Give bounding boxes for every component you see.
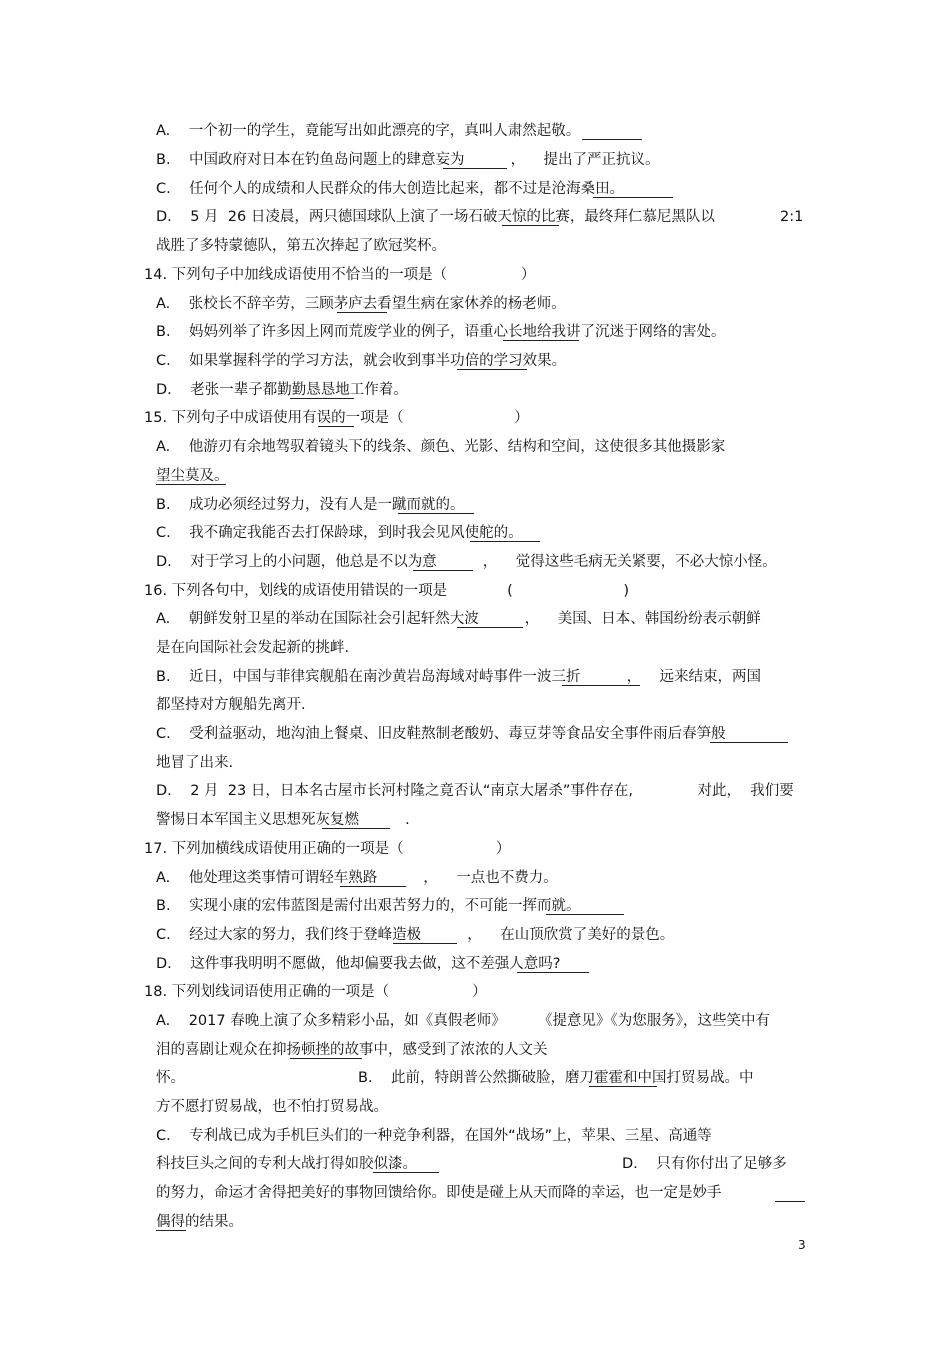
question-16: 16. 下列各句中，划线的成语使用错误的一项是 ( ) [144, 583, 630, 599]
underline [517, 954, 589, 973]
line-16c-cont: 地冒了出来. [156, 755, 234, 771]
line-16b: B. 近日，中国与菲律宾舰船在南沙黄岩岛海域对峙事件一波三折 ， 远来结束，两国 [156, 669, 762, 685]
line-18d: D. 只有你付出了足够多 [622, 1156, 787, 1172]
underline [457, 609, 523, 628]
underline [322, 810, 390, 829]
line-18c: C. 专利战已成为手机巨头们的一种竞争利器，在国外“战场”上，苹果、三星、高通等 [156, 1128, 712, 1144]
line-13a: A. 一个初一的学生，竟能写出如此漂亮的字，真叫人肃然起敬。 [156, 123, 581, 139]
line-14c: C. 如果掌握科学的学习方法，就会收到事半功倍的学习效果。 [156, 353, 567, 369]
line-13b: B. 中国政府对日本在钓鱼岛问题上的肆意妄为 ， 提出了严正抗议。 [156, 152, 660, 168]
line-17c: C. 经过大家的努力，我们终于登峰造极 ， 在山顶欣赏了美好的景色。 [156, 927, 675, 943]
line-13d-cont: 战胜了多特蒙德队，第五次捧起了欧冠奖杯。 [156, 238, 446, 254]
line-14a: A. 张校长不辞辛劳，三顾茅庐去看望生病在家休养的杨老师。 [156, 296, 566, 312]
question-18: 18. 下列划线词语使用正确的一项是（ ） [144, 984, 487, 1000]
line-15a-cont: 望尘莫及。 [156, 468, 229, 484]
line-16b-cont: 都坚持对方舰船先离开. [156, 697, 306, 713]
underline [546, 896, 624, 915]
underline [340, 868, 406, 887]
line-14b: B. 妈妈列举了许多因上网而荒废学业的例子，语重心长地给我讲了沉迷于网络的害处。 [156, 324, 726, 340]
underline [457, 351, 527, 370]
line-16c: C. 受利益驱动，地沟油上餐桌、旧皮鞋熬制老酸奶、毒豆芽等食品安全事件雨后春笋般 [156, 726, 726, 742]
underline [290, 1040, 362, 1059]
line-18d-end: 偶得的结果。 [156, 1214, 243, 1230]
line-18d-cont: 的努力，命运才舍得把美好的事物回馈给你。即使是碰上从天而降的幸运，也一定是妙手 [156, 1185, 722, 1201]
line-16a-cont: 是在向国际社会发起新的挑衅. [156, 640, 350, 656]
underline [290, 380, 354, 399]
underline [373, 1154, 439, 1173]
underline [393, 925, 457, 944]
score-text: 2:1 [780, 209, 804, 225]
line-15b: B. 成功必须经过努力，没有人是一蹴而就的。 [156, 497, 465, 513]
line-16d: D. 2 月 23 日，日本名古屋市长河村隆之竟否认“南京大屠杀”事件存在, 对此， 我们要 [156, 783, 794, 799]
underline [775, 1183, 805, 1202]
line-17a: A. 他处理这类事情可谓轻车熟路 ， 一点也不费力。 [156, 870, 558, 886]
question-17: 17. 下列加横线成语使用正确的一项是（ ） [144, 841, 511, 857]
line-18b: B. 此前，特朗普公然撕破脸，磨刀霍霍和中国打贸易战。中 [358, 1070, 754, 1086]
underline [503, 322, 579, 341]
line-18a-cont: 泪的喜剧让观众在抑扬顿挫的故事中，感受到了浓浓的人文关 [156, 1042, 548, 1058]
line-18a-end: 怀。 [156, 1070, 185, 1086]
underline [318, 408, 354, 427]
line-13c: C. 任何个人的成绩和人民群众的伟大创造比起来，都不过是沧海桑田。 [156, 181, 625, 197]
line-17d: D. 这件事我明明不愿做，他却偏要我去做，这不差强人意吗? [156, 956, 561, 972]
underline [593, 179, 673, 198]
line-13d: D. 5 月 26 日凌晨，两只德国球队上演了一场石破天惊的比赛，最终拜仁慕尼黑队以 [156, 209, 715, 225]
line-16d-cont: 警惕日本军国主义思想死灰复燃 . [156, 812, 410, 828]
underline [398, 495, 474, 514]
line-15a: A. 他游刃有余地驾驭着镜头下的线条、颜色、光影、结构和空间，这使很多其他摄影家 [156, 439, 726, 455]
underline [582, 121, 642, 140]
underline [470, 523, 540, 542]
line-15d: D. 对于学习上的小问题，他总是不以为意 ， 觉得这些毛病无关紧要，不必大惊小怪。 [156, 554, 777, 570]
line-14d: D. 老张一辈子都勤勤恳恳地工作着。 [156, 382, 408, 398]
line-16a: A. 朝鲜发射卫星的举动在国际社会引起轩然大波 ， 美国、日本、韩国纷纷表示朝鲜 [156, 611, 761, 627]
question-15: 15. 下列句子中成语使用有误的一项是（ ） [144, 410, 529, 426]
question-14: 14. 下列句子中加线成语使用不恰当的一项是（ ） [144, 267, 536, 283]
underline [156, 1212, 186, 1231]
underline [710, 724, 788, 743]
underline [502, 207, 559, 226]
line-15c: C. 我不确定我能否去打保龄球，到时我会见风使舵的。 [156, 525, 523, 541]
underline [337, 294, 387, 313]
line-18a: A. 2017 春晚上演了众多精彩小品，如《真假老师》 《提意见》《为您服务》，这些笑中有 [156, 1013, 770, 1029]
underline [156, 466, 226, 485]
underline [443, 150, 507, 169]
line-18c-cont: 科技巨头之间的专利大战打得如胶似漆。 [156, 1156, 417, 1172]
underline [589, 1068, 657, 1087]
line-18b-cont: 方不愿打贸易战，也不怕打贸易战。 [156, 1099, 388, 1115]
underline [413, 552, 473, 571]
page-number: 3 [798, 1238, 806, 1252]
underline [562, 667, 640, 686]
line-17b: B. 实现小康的宏伟蓝图是需付出艰苦努力的，不可能一挥而就。 [156, 898, 581, 914]
